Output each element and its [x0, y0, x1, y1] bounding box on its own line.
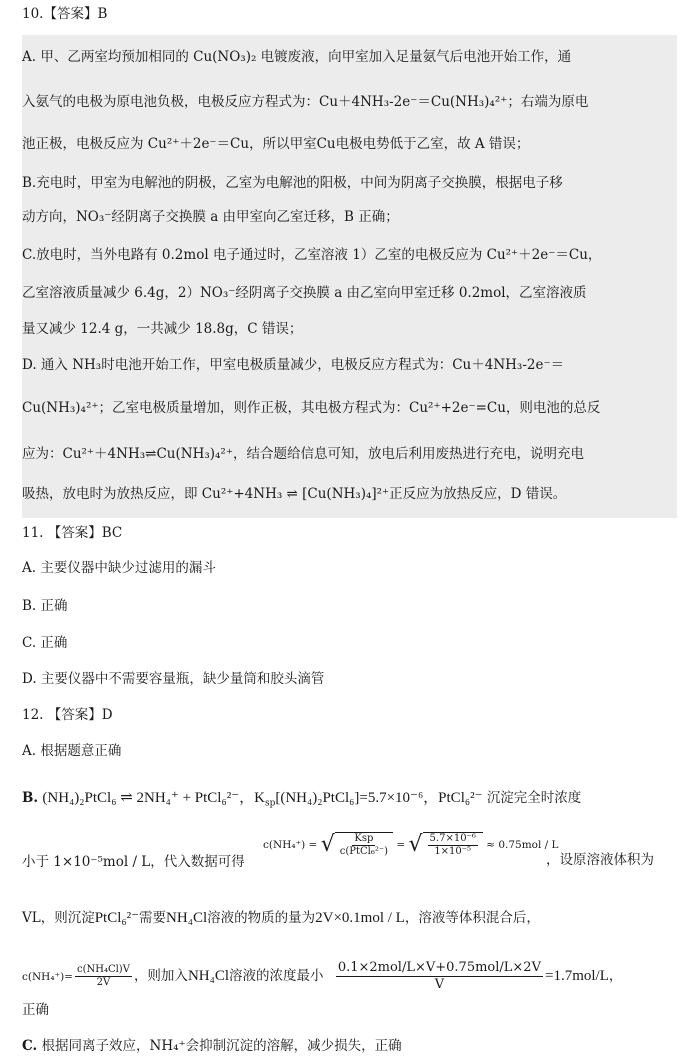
q10-option-c-line1: C.放电时，当外电路有 0.2mol 电子通过时，乙室溶液 1）乙室的电极反应为 Cu²⁺＋2e⁻＝Cu，: [22, 247, 602, 263]
q12-b-ksp-expression: [(NH₄)₂PtCl₆]=5.7×10⁻⁶，PtCl₆²⁻: [275, 790, 483, 806]
q12-option-b-line3: [22, 908, 540, 928]
q12-b-line3-c: 需要: [139, 910, 167, 926]
q12-option-c-label: C.: [22, 1038, 38, 1054]
q10-option-a-line3: 池正极，电极反应为 Cu²⁺＋2e⁻＝Cu，所以甲室Cu电极电势低于乙室，故 A 错误；: [22, 136, 530, 152]
q11-option-b: B. 正确: [22, 598, 68, 614]
q11-option-a: A. 主要仪器中缺少过滤用的漏斗: [22, 560, 216, 576]
q12-b-frac2-num: 5.7×10⁻⁶: [429, 833, 476, 844]
q12-option-b-line4: [22, 960, 622, 993]
q12-heading: 12. 【答案】D: [22, 707, 113, 723]
q12-b-frac2-den: 1×10⁻⁵: [434, 846, 472, 857]
q10-option-a-line2: 入氨气的电极为原电池负极，电极反应方程式为：Cu＋4NH₃-2e⁻＝Cu(NH₃)₄²⁺；右端为原电: [22, 94, 589, 110]
q10-option-a-line1: A. 甲、乙两室均预加相同的 Cu(NO₃)₂ 电镀废液，向甲室加入足量氨气后电池开始工作，通: [22, 49, 572, 65]
q10-option-d-line3: 应为：Cu²⁺＋4NH₃⇌Cu(NH₃)₄²⁺，结合题给信息可知，放电后利用废热进行充电，说明充电: [22, 446, 584, 462]
q12-b-line3-amount: 2V×0.1mol / L: [315, 910, 405, 926]
q12-b-line4-b: ，则加入: [133, 968, 188, 984]
q12-b-line3-g: ，溶液等体积混合后，: [404, 910, 540, 926]
q12-b-formula-result: ≈ 0.75mol / L: [486, 839, 559, 851]
q12-b-ksp-subscript: sp: [264, 798, 276, 809]
q12-option-a: A. 根据题意正确: [22, 743, 122, 759]
q12-b-line3-ptcl6: PtCl₆²⁻: [94, 910, 140, 926]
q12-b-frac4-num: 0.1×2mol/L×V+0.75mol/L×2V: [337, 960, 541, 975]
q12-b-line3-e: 溶液的物质的量为: [207, 910, 316, 926]
sqrt-icon: √: [320, 832, 335, 857]
q12-b-sqrt-1: [335, 832, 393, 858]
q12-b-frac1-num: Ksp: [354, 833, 374, 844]
q10-option-b-line1: B.充电时，甲室为电解池的阴极，乙室为电解池的阳极，中间为阴离子交换膜，根据电子移: [22, 175, 563, 191]
q12-option-b-line1: [22, 788, 581, 808]
q12-b-frac3-num: c(NH₄Cl)V: [76, 964, 130, 975]
q12-option-c-text: 根据同离子效应，NH₄⁺会抑制沉淀的溶解，减少损失，正确: [41, 1038, 402, 1054]
q12-b-formula-lhs: c(NH₄⁺) =: [263, 839, 318, 851]
q12-option-c: [22, 1036, 402, 1056]
q12-b-equilibrium: (NH₄)₂PtCl₆ ⇌ 2NH₄⁺ + PtCl₆²⁻，K: [42, 790, 265, 806]
q12-option-b-line5: 正确: [22, 1002, 49, 1018]
sqrt-icon: √: [408, 832, 423, 857]
q12-option-b-label: B.: [22, 790, 39, 806]
q12-b-line4-comma: ，: [608, 968, 623, 984]
q11-heading: 11. 【答案】BC: [22, 525, 123, 541]
q12-b-line4-lhs: c(NH₄⁺)=: [22, 971, 73, 983]
q10-option-d-line2: Cu(NH₃)₄²⁺；乙室电极质量增加，则作正极，其电极方程式为：Cu²⁺+2e⁻=Cu，则电池的总反: [22, 400, 601, 416]
q12-b-frac4-den: V: [434, 977, 445, 992]
q12-b-line1-tail: 沉淀完全时浓度: [486, 790, 582, 806]
q12-b-frac1-den: c(PtCl₆²⁻): [339, 846, 389, 857]
q12-b-line4-nh4cl: NH₄Cl: [187, 968, 230, 984]
q10-option-c-line3: 量又减少 12.4 g，一共减少 18.8g，C 错误；: [22, 321, 303, 337]
q10-option-b-line2: 动方向，NO₃⁻经阴离子交换膜 a 由甲室向乙室迁移，B 正确；: [22, 209, 399, 225]
q11-option-c: C. 正确: [22, 635, 68, 651]
q12-b-line4-d: 溶液的浓度最小: [229, 968, 324, 984]
q10-option-d-line1: D. 通入 NH₃时电池开始工作，甲室电极质量减少，电极反应方程式为：Cu＋4NH₃-2e⁻＝: [22, 357, 565, 373]
q12-b-sqrt-2: [423, 832, 483, 858]
q12-b-formula: c(NH₄⁺) = √ Ksp c(PtCl₆²⁻) = √ 5.7×10⁻⁶ 1×10⁻⁵ ≈ 0.75mol / L: [263, 832, 559, 857]
q12-b-frac3-den: 2V: [96, 977, 111, 988]
q10-heading: 10.【答案】B: [22, 6, 108, 22]
q12-b-line2-intro: 小于 1×10⁻⁵mol / L，代入数据可得: [22, 854, 245, 870]
q12-b-line3-nh4cl: NH₄Cl: [166, 910, 208, 926]
q12-b-line2-tail: ，设原溶液体积为: [546, 852, 654, 868]
q10-option-d-line4: 吸热，放电时为放热反应，即 Cu²⁺+4NH₃ ⇌ [Cu(NH₃)₄]²⁺正反应为放热反应，D 错误。: [22, 486, 567, 502]
q10-option-c-line2: 乙室溶液质量减少 6.4g，2）NO₃⁻经阴离子交换膜 a 由乙室向甲室迁移 0.2mol，乙室溶液质: [22, 285, 587, 301]
q11-option-d: D. 主要仪器中不需要容量瓶，缺少量筒和胶头滴管: [22, 671, 325, 687]
q12-b-line3-a: VL，则沉淀: [22, 910, 95, 926]
q12-b-line4-result: =1.7mol/L: [544, 968, 609, 984]
